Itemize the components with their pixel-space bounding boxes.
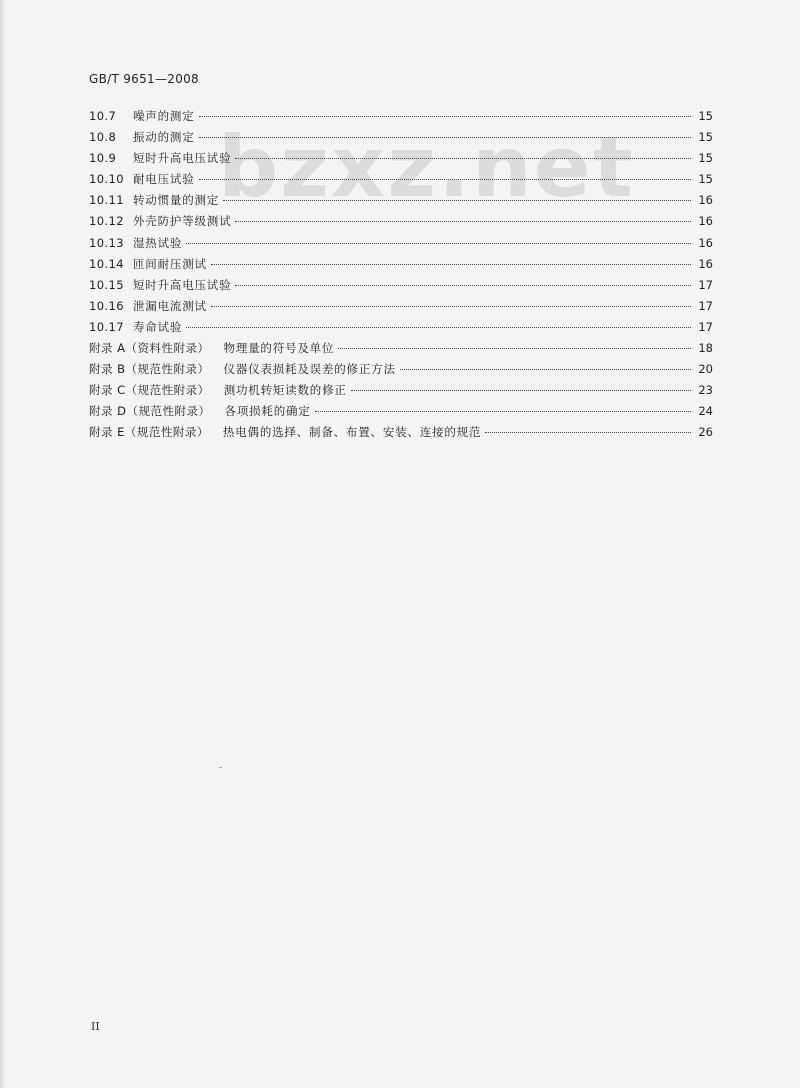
toc-title: 匝间耐压测试 <box>133 256 207 271</box>
standard-code-header: GB/T 9651—2008 <box>89 72 199 86</box>
toc-dot-leader <box>338 347 691 349</box>
toc-page-number: 20 <box>698 362 713 377</box>
toc-title: 物理量的符号及单位 <box>223 341 335 356</box>
watermark: bzxz.net <box>218 118 635 216</box>
toc-entry-10-8[interactable] <box>89 127 713 148</box>
toc-title: 各项损耗的确定 <box>224 404 311 419</box>
toc-entry-10-9[interactable] <box>89 148 713 169</box>
toc-number: 10.9 <box>89 151 117 166</box>
toc-dot-leader <box>223 199 691 201</box>
toc-entry-appendix-e[interactable] <box>89 422 713 443</box>
toc-dot-leader <box>199 115 692 117</box>
table-of-contents <box>89 106 713 444</box>
toc-dot-leader <box>351 389 691 391</box>
toc-dot-leader <box>199 136 692 138</box>
toc-number: 10.14 <box>89 256 124 271</box>
toc-entry-appendix-c[interactable] <box>89 380 713 401</box>
toc-number: 10.7 <box>89 109 117 123</box>
toc-dot-leader <box>235 220 691 222</box>
toc-number: 10.13 <box>89 235 124 250</box>
toc-entry-10-16[interactable] <box>89 296 713 317</box>
toc-entry-appendix-a[interactable] <box>89 338 713 359</box>
toc-dot-leader <box>186 242 691 244</box>
toc-page-number: 18 <box>698 341 713 356</box>
toc-title: 噪声的测定 <box>133 109 195 123</box>
toc-page-number: 17 <box>698 319 713 334</box>
toc-page-number: 16 <box>698 193 713 208</box>
footer-page-numeral: II <box>91 1020 100 1033</box>
toc-number: 10.15 <box>89 277 124 292</box>
toc-dot-leader <box>315 410 691 412</box>
toc-appendix-label: 附录 B（规范性附录） <box>89 362 210 377</box>
toc-title: 短时升高电压试验 <box>133 151 232 166</box>
toc-page-number: 15 <box>698 172 713 187</box>
toc-entry-10-17[interactable] <box>89 317 713 338</box>
toc-entry-appendix-b[interactable] <box>89 359 713 380</box>
toc-page-number: 16 <box>698 235 713 250</box>
toc-title: 仪器仪表损耗及误差的修正方法 <box>223 362 396 377</box>
toc-dot-leader <box>211 263 691 265</box>
toc-title: 短时升高电压试验 <box>133 277 232 292</box>
toc-page-number: 15 <box>698 130 713 145</box>
toc-appendix-label: 附录 D（规范性附录） <box>89 404 211 419</box>
toc-dot-leader <box>211 305 691 307</box>
toc-title: 振动的测定 <box>133 130 195 145</box>
toc-number: 10.16 <box>89 298 124 313</box>
toc-page-number: 23 <box>698 383 713 398</box>
toc-dot-leader <box>186 326 691 328</box>
toc-number: 10.17 <box>89 319 124 334</box>
toc-page-number: 16 <box>698 256 713 271</box>
toc-entry-10-14[interactable] <box>89 254 713 275</box>
toc-entry-10-13[interactable] <box>89 233 713 254</box>
toc-title: 湿热试验 <box>133 235 183 250</box>
toc-title: 测功机转矩读数的修正 <box>223 383 347 398</box>
toc-entry-10-15[interactable] <box>89 275 713 296</box>
toc-dot-leader <box>235 157 691 159</box>
toc-entry-10-11[interactable] <box>89 190 713 211</box>
toc-entry-appendix-d[interactable] <box>89 401 713 422</box>
toc-page-number: 24 <box>698 404 713 419</box>
toc-number: 10.11 <box>89 193 124 208</box>
toc-entry-10-12[interactable] <box>89 211 713 232</box>
scan-edge-shadow <box>0 0 6 1088</box>
toc-title: 外壳防护等级测试 <box>133 214 232 229</box>
toc-title: 泄漏电流测试 <box>133 298 207 313</box>
toc-appendix-label: 附录 A（资料性附录） <box>89 341 210 356</box>
scan-speck <box>219 767 222 768</box>
toc-page-number: 17 <box>698 277 713 292</box>
toc-title: 耐电压试验 <box>133 172 195 187</box>
toc-page-number: 17 <box>698 298 713 313</box>
toc-title: 转动惯量的测定 <box>133 193 220 208</box>
toc-dot-leader <box>235 284 691 286</box>
toc-page-number: 15 <box>698 109 713 123</box>
toc-page-number: 26 <box>698 425 713 440</box>
toc-title: 寿命试验 <box>133 319 183 334</box>
toc-entry-10-10[interactable] <box>89 169 713 190</box>
toc-appendix-label: 附录 E（规范性附录） <box>89 425 209 440</box>
toc-number: 10.8 <box>89 130 117 145</box>
toc-number: 10.12 <box>89 214 124 229</box>
toc-entry-10-7[interactable] <box>89 106 713 127</box>
toc-number: 10.10 <box>89 172 124 187</box>
toc-dot-leader <box>400 368 691 370</box>
toc-appendix-label: 附录 C（规范性附录） <box>89 383 210 398</box>
toc-page-number: 16 <box>698 214 713 229</box>
toc-dot-leader <box>485 431 691 433</box>
toc-title: 热电偶的选择、制备、布置、安装、连接的规范 <box>222 425 482 440</box>
toc-dot-leader <box>199 178 692 180</box>
toc-page-number: 15 <box>698 151 713 166</box>
